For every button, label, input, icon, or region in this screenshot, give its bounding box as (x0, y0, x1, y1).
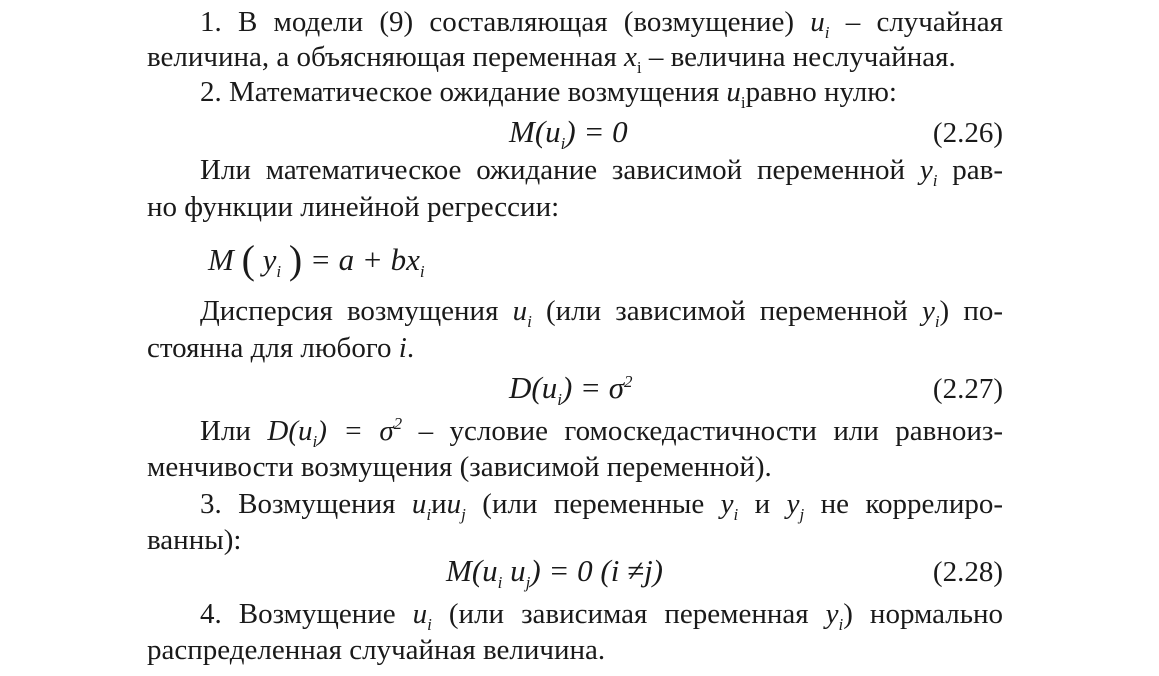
subscript: i (427, 615, 432, 634)
paragraph-7-line-2: распределенная случайная величина. (147, 634, 606, 666)
eq-text: M(u (446, 553, 498, 588)
subscript: i (824, 23, 830, 42)
text: величина, а объясняющая переменная (147, 41, 617, 73)
variable-u: u (726, 76, 741, 108)
equation-number-2-27: (2.27) (932, 373, 1003, 405)
text: . (406, 332, 415, 364)
paragraph-6-line-1 (200, 486, 1003, 522)
paragraph-4-line-2 (147, 330, 1003, 366)
text: равно нулю: (745, 76, 897, 108)
variable-y: y (786, 488, 800, 520)
variable-y: y (720, 488, 734, 520)
subscript: i (312, 432, 318, 451)
paragraph-6-line-2: ванны): (147, 524, 242, 556)
subscript: i (497, 573, 503, 592)
paragraph-3-line-2: но функции линейной регрессии: (147, 191, 560, 223)
variable-y: y (919, 154, 933, 186)
variable-x: x (624, 41, 637, 73)
subscript: i (426, 505, 432, 524)
eq-text: = a + bx (309, 242, 420, 277)
text: – случайная (845, 6, 1004, 38)
eq-text: u (502, 553, 526, 588)
text: – условие гомоскедастичности или равноиз- (418, 415, 1004, 447)
text: Или (200, 415, 251, 447)
text: 1. В модели (9) составляющая (возмущение) (200, 6, 795, 38)
variable-u: u (411, 488, 427, 520)
eq-text: D(u (267, 415, 313, 447)
equation-number-2-28: (2.28) (932, 556, 1003, 588)
eq-text: ) = σ (561, 370, 624, 405)
text: и (431, 488, 447, 520)
subscript: j (799, 505, 805, 524)
variable-y: y (262, 242, 277, 277)
subscript: i (419, 262, 425, 281)
text: (или зависимой переменной (545, 295, 908, 327)
subscript: i (740, 93, 746, 112)
text: ) нормально (843, 598, 1003, 630)
equation-regression (208, 237, 425, 282)
equation-2-28 (446, 553, 664, 592)
subscript: j (461, 505, 466, 524)
equation-2-27 (509, 370, 633, 409)
text: (или зависимая переменная (448, 598, 809, 630)
text: Или математическое ожидание зависимой переменной (200, 154, 906, 186)
paragraph-3-line-1 (200, 152, 1003, 188)
text: рав- (952, 154, 1004, 186)
superscript: 2 (393, 414, 403, 433)
text: 4. Возмущение (200, 598, 396, 630)
equation-number-2-26: (2.26) (932, 117, 1003, 149)
eq-text: ) = σ (317, 415, 394, 447)
text: Дисперсия возмущения (200, 295, 499, 327)
paragraph-4-line-1 (200, 293, 1003, 329)
subscript: i (934, 312, 940, 331)
equation-2-26 (509, 114, 628, 153)
variable-u: u (512, 295, 528, 327)
eq-text: ) = 0 (565, 114, 628, 149)
subscript: i (557, 390, 562, 409)
text: стоянна для любого (147, 332, 392, 364)
subscript: i (276, 262, 282, 281)
subscript: i (838, 615, 844, 634)
paragraph-1-line-1 (200, 4, 1003, 40)
variable-y: y (825, 598, 839, 630)
subscript: i (560, 134, 566, 153)
paragraph-5-line-2: менчивости возмущения (зависимой переменной). (147, 451, 772, 483)
text: ) по- (939, 295, 1004, 327)
eq-text: D(u (509, 370, 558, 405)
text: 3. Возмущения (200, 488, 396, 520)
right-paren: ) (288, 237, 303, 282)
superscript: 2 (623, 372, 633, 391)
paragraph-5-line-1 (200, 413, 1003, 449)
subscript: j (525, 573, 531, 592)
eq-text: M (208, 242, 234, 277)
eq-text: M(u (509, 114, 561, 149)
text: и (754, 488, 771, 520)
variable-y: y (921, 295, 935, 327)
eq-text: ) = 0 (i ≠j) (530, 553, 664, 588)
left-paren: ( (241, 237, 255, 282)
paragraph-1-line-2 (147, 39, 1003, 75)
text: 2. Математическое ожидание возмущения (200, 76, 720, 108)
text: не коррелиро- (820, 488, 1004, 520)
variable-i: i (398, 332, 407, 364)
subscript: i (932, 171, 938, 190)
text: (или переменные (482, 488, 705, 520)
paragraph-2-line-1 (200, 74, 1003, 110)
text: – величина неслучайная. (648, 41, 956, 73)
variable-u: u (446, 488, 462, 520)
variable-u: u (810, 6, 825, 38)
paragraph-7-line-1 (200, 596, 1003, 632)
subscript: i (527, 312, 532, 331)
subscript: i (636, 58, 642, 77)
subscript: i (733, 505, 739, 524)
variable-u: u (412, 598, 428, 630)
